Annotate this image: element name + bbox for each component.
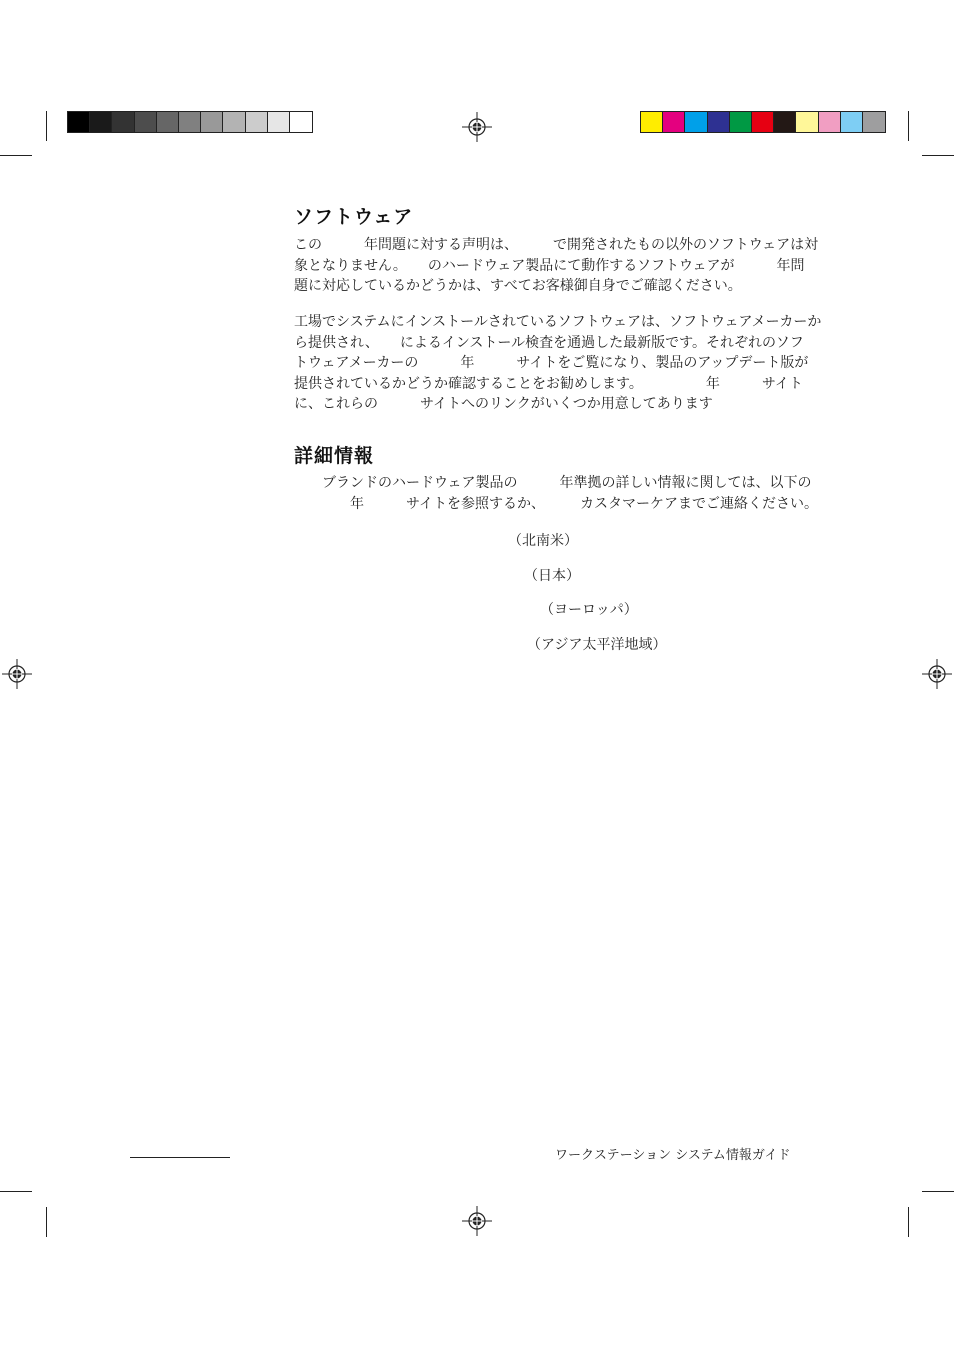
region-asia-pacific: （アジア太平洋地域）	[527, 637, 667, 653]
color-swatch	[663, 112, 685, 132]
color-swatch	[641, 112, 663, 132]
registration-mark-icon	[2, 659, 32, 689]
color-swatch	[774, 112, 796, 132]
color-swatch	[863, 112, 885, 132]
software-paragraph-2	[294, 312, 836, 415]
crop-mark	[0, 155, 32, 156]
color-swatch	[157, 112, 179, 132]
text-line: この 年問題に対する声明は、 で開発されたもの以外のソフトウェアは対	[294, 237, 819, 253]
crop-mark	[0, 1191, 32, 1192]
process-color-bar	[640, 111, 886, 133]
text-line: ブランドのハードウェア製品の 年準拠の詳しい情報に関しては、以下の	[294, 475, 812, 491]
crop-mark	[908, 1207, 909, 1237]
footer-guide-title: ワークステーション システム情報ガイド	[555, 1148, 791, 1163]
text-line: 題に対応しているかどうかは、すべてお客様御自身でご確認ください。	[294, 278, 742, 294]
color-swatch	[685, 112, 707, 132]
crop-mark	[46, 1207, 47, 1237]
color-swatch	[268, 112, 290, 132]
color-swatch	[819, 112, 841, 132]
crop-mark	[922, 155, 954, 156]
text-line: 工場でシステムにインストールされているソフトウェアは、ソフトウェアメーカーか	[294, 314, 822, 330]
color-swatch	[179, 112, 201, 132]
footer-rule	[130, 1157, 230, 1158]
grayscale-color-bar	[67, 111, 313, 133]
color-swatch	[246, 112, 268, 132]
software-paragraph-1	[294, 235, 836, 297]
color-swatch	[112, 112, 134, 132]
registration-mark-icon	[462, 112, 492, 142]
region-japan: （日本）	[524, 568, 580, 584]
crop-mark	[922, 1191, 954, 1192]
registration-mark-icon	[462, 1206, 492, 1236]
color-swatch	[796, 112, 818, 132]
text-line: に、これらの サイトへのリンクがいくつか用意してあります	[294, 396, 713, 412]
text-line: 象となりません。 のハードウェア製品にて動作するソフトウェアが 年問	[294, 257, 805, 274]
color-swatch	[90, 112, 112, 132]
crop-mark	[46, 111, 47, 141]
section-heading-details: 詳細情報	[294, 445, 375, 467]
details-paragraph	[294, 473, 836, 514]
region-europe: （ヨーロッパ）	[540, 602, 638, 618]
color-swatch	[708, 112, 730, 132]
color-swatch	[730, 112, 752, 132]
color-swatch	[752, 112, 774, 132]
color-swatch	[201, 112, 223, 132]
section-heading-software: ソフトウェア	[294, 206, 414, 228]
color-swatch	[290, 112, 312, 132]
color-swatch	[841, 112, 863, 132]
region-north-south-america: （北南米）	[508, 533, 578, 549]
color-swatch	[68, 112, 90, 132]
crop-mark	[908, 111, 909, 141]
color-swatch	[223, 112, 245, 132]
color-swatch	[135, 112, 157, 132]
text-line: ら提供され、 によるインストール検査を通過した最新版です。それぞれのソフ	[294, 334, 804, 351]
registration-mark-icon	[922, 659, 952, 689]
text-line: トウェアメーカーの 年 サイトをご覧になり、製品のアップデート版が	[294, 355, 809, 371]
text-line: 年 サイトを参照するか、 カスタマーケアまでご連絡ください。	[294, 495, 819, 512]
text-line: 提供されているかどうか確認することをお勧めします。 年 サイト	[294, 375, 803, 392]
